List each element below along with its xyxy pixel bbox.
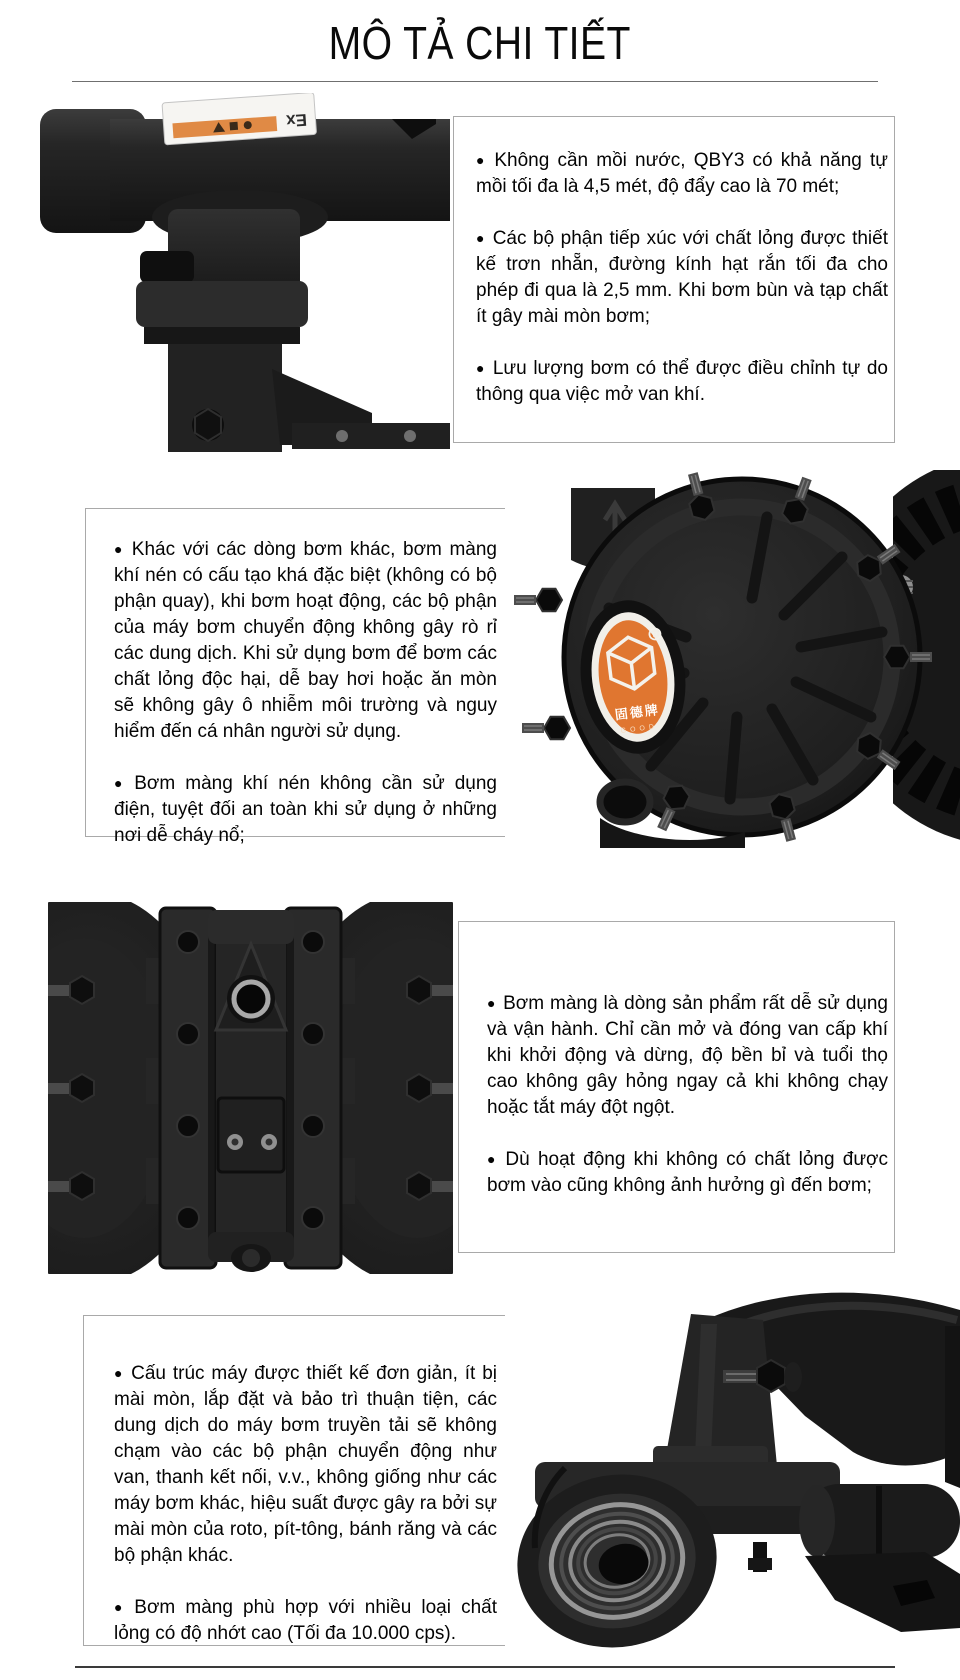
svg-text:R: R [652,631,659,640]
bottom-divider-line [75,1666,895,1668]
bullet-icon: ● [114,1365,125,1381]
page-title: MÔ TẢ CHI TIẾT [328,17,632,69]
bullet-paragraph [476,355,888,408]
bullet-text: Bơm màng khí nén không cần sử dụng điện, tuyệt đối an toàn khi sử dụng ở những nơi dễ cháy nổ; [114,773,497,846]
bullet-icon: ● [487,995,497,1011]
bullet-text: Các bộ phận tiếp xúc với chất lỏng được thiết kế trơn nhẵn, đường kính hạt rắn tối đa cho phép đi qua là 2,5 mm. Khi bơm bùn và tạp chất ít gây mài mòn bơm; [476,228,888,327]
bullet-text: Cấu trúc máy được thiết kế đơn giản, ít bị mài mòn, lắp đặt và bảo trì thuận tiện, các dung dịch do máy bơm truyền tải sẽ không chạm vào các bộ phận chuyển động như van, thanh kết nối, v.v., không giống như các máy bơm khác, hiệu suất được gây ra bởi sự mài mòn của roto, pít-tông, bánh răng và các bộ phận khác. [114,1363,498,1566]
title-divider-line [72,81,878,82]
bullet-paragraph [487,1146,888,1199]
ex-label-text: Ex [285,109,308,131]
bullet-paragraph [476,147,888,200]
bullet-text: Lưu lượng bơm có thể được điều chỉnh tự do thông qua việc mở van khí. [476,358,888,405]
bullet-text: Bơm màng phù hợp với nhiều loại chất lỏng có độ nhớt cao (Tối đa 10.000 cps). [114,1597,497,1644]
bullet-paragraph [476,225,888,330]
bullet-icon: ● [476,360,486,376]
feature-box-priming [453,116,895,443]
feature-box-structure [85,508,558,846]
bullet-text: Dù hoạt động khi không có chất lỏng được bơm vào cũng không ảnh hưởng gì đến bơm; [487,1149,889,1196]
bullet-paragraph [487,990,888,1121]
bullet-icon: ● [476,230,486,246]
bullet-icon: ● [114,775,128,791]
feature-box-durability [83,1315,560,1646]
bullet-icon: ● [487,1151,499,1167]
bullet-text: Bơm màng là dòng sản phẩm rất dễ sử dụng và vận hành. Chỉ cần mở và đóng van cấp khí khi khởi động và dừng, độ bền bỉ và tuổi thọ cao không gây hỏng ngay cả khi không chạy hoặc tắt máy đột ngột. [487,993,888,1118]
hex-bolt-icon [757,1360,785,1392]
bullet-icon: ● [114,541,125,557]
pump-photo-chamber-badge [505,450,960,848]
bullet-paragraph [114,536,497,745]
bullet-text: Khác với các dòng bơm khác, bơm màng khí nén có cấu tạo khá đặc biệt (không có bộ phận quay), khi bơm hoạt động, các bộ phận của máy bơm chuyển động không gây rò rỉ các dung dịch. Khi sử dụng bơm để bơm các chất lỏng độc hại, dễ bay hơi hoặc ăn mòn sẽ không gây ô nhiễm môi trường và nguy hiểm đến cá nhân người sử dụng. [114,539,498,742]
bullet-icon: ● [114,1599,128,1615]
center-port-hole [234,982,268,1016]
bullet-paragraph [114,1594,497,1647]
pump-photo-threaded-port [505,1256,960,1656]
brand-name-cn: 固德牌 [614,702,661,723]
pump-photo-twin-chambers [48,902,453,1274]
bullet-icon: ● [476,152,488,168]
brand-name-en: GOOD [620,723,659,735]
bullet-text: Không cần mồi nước, QBY3 có khả năng tự mồi tối đa là 4,5 mét, độ đẩy cao là 70 mét; [476,150,888,197]
bullet-paragraph [114,1360,497,1569]
bullet-paragraph [114,770,497,849]
pump-photo-manifold [40,93,450,453]
hex-bolt-icon [195,409,221,441]
feature-box-operation [458,921,895,1253]
